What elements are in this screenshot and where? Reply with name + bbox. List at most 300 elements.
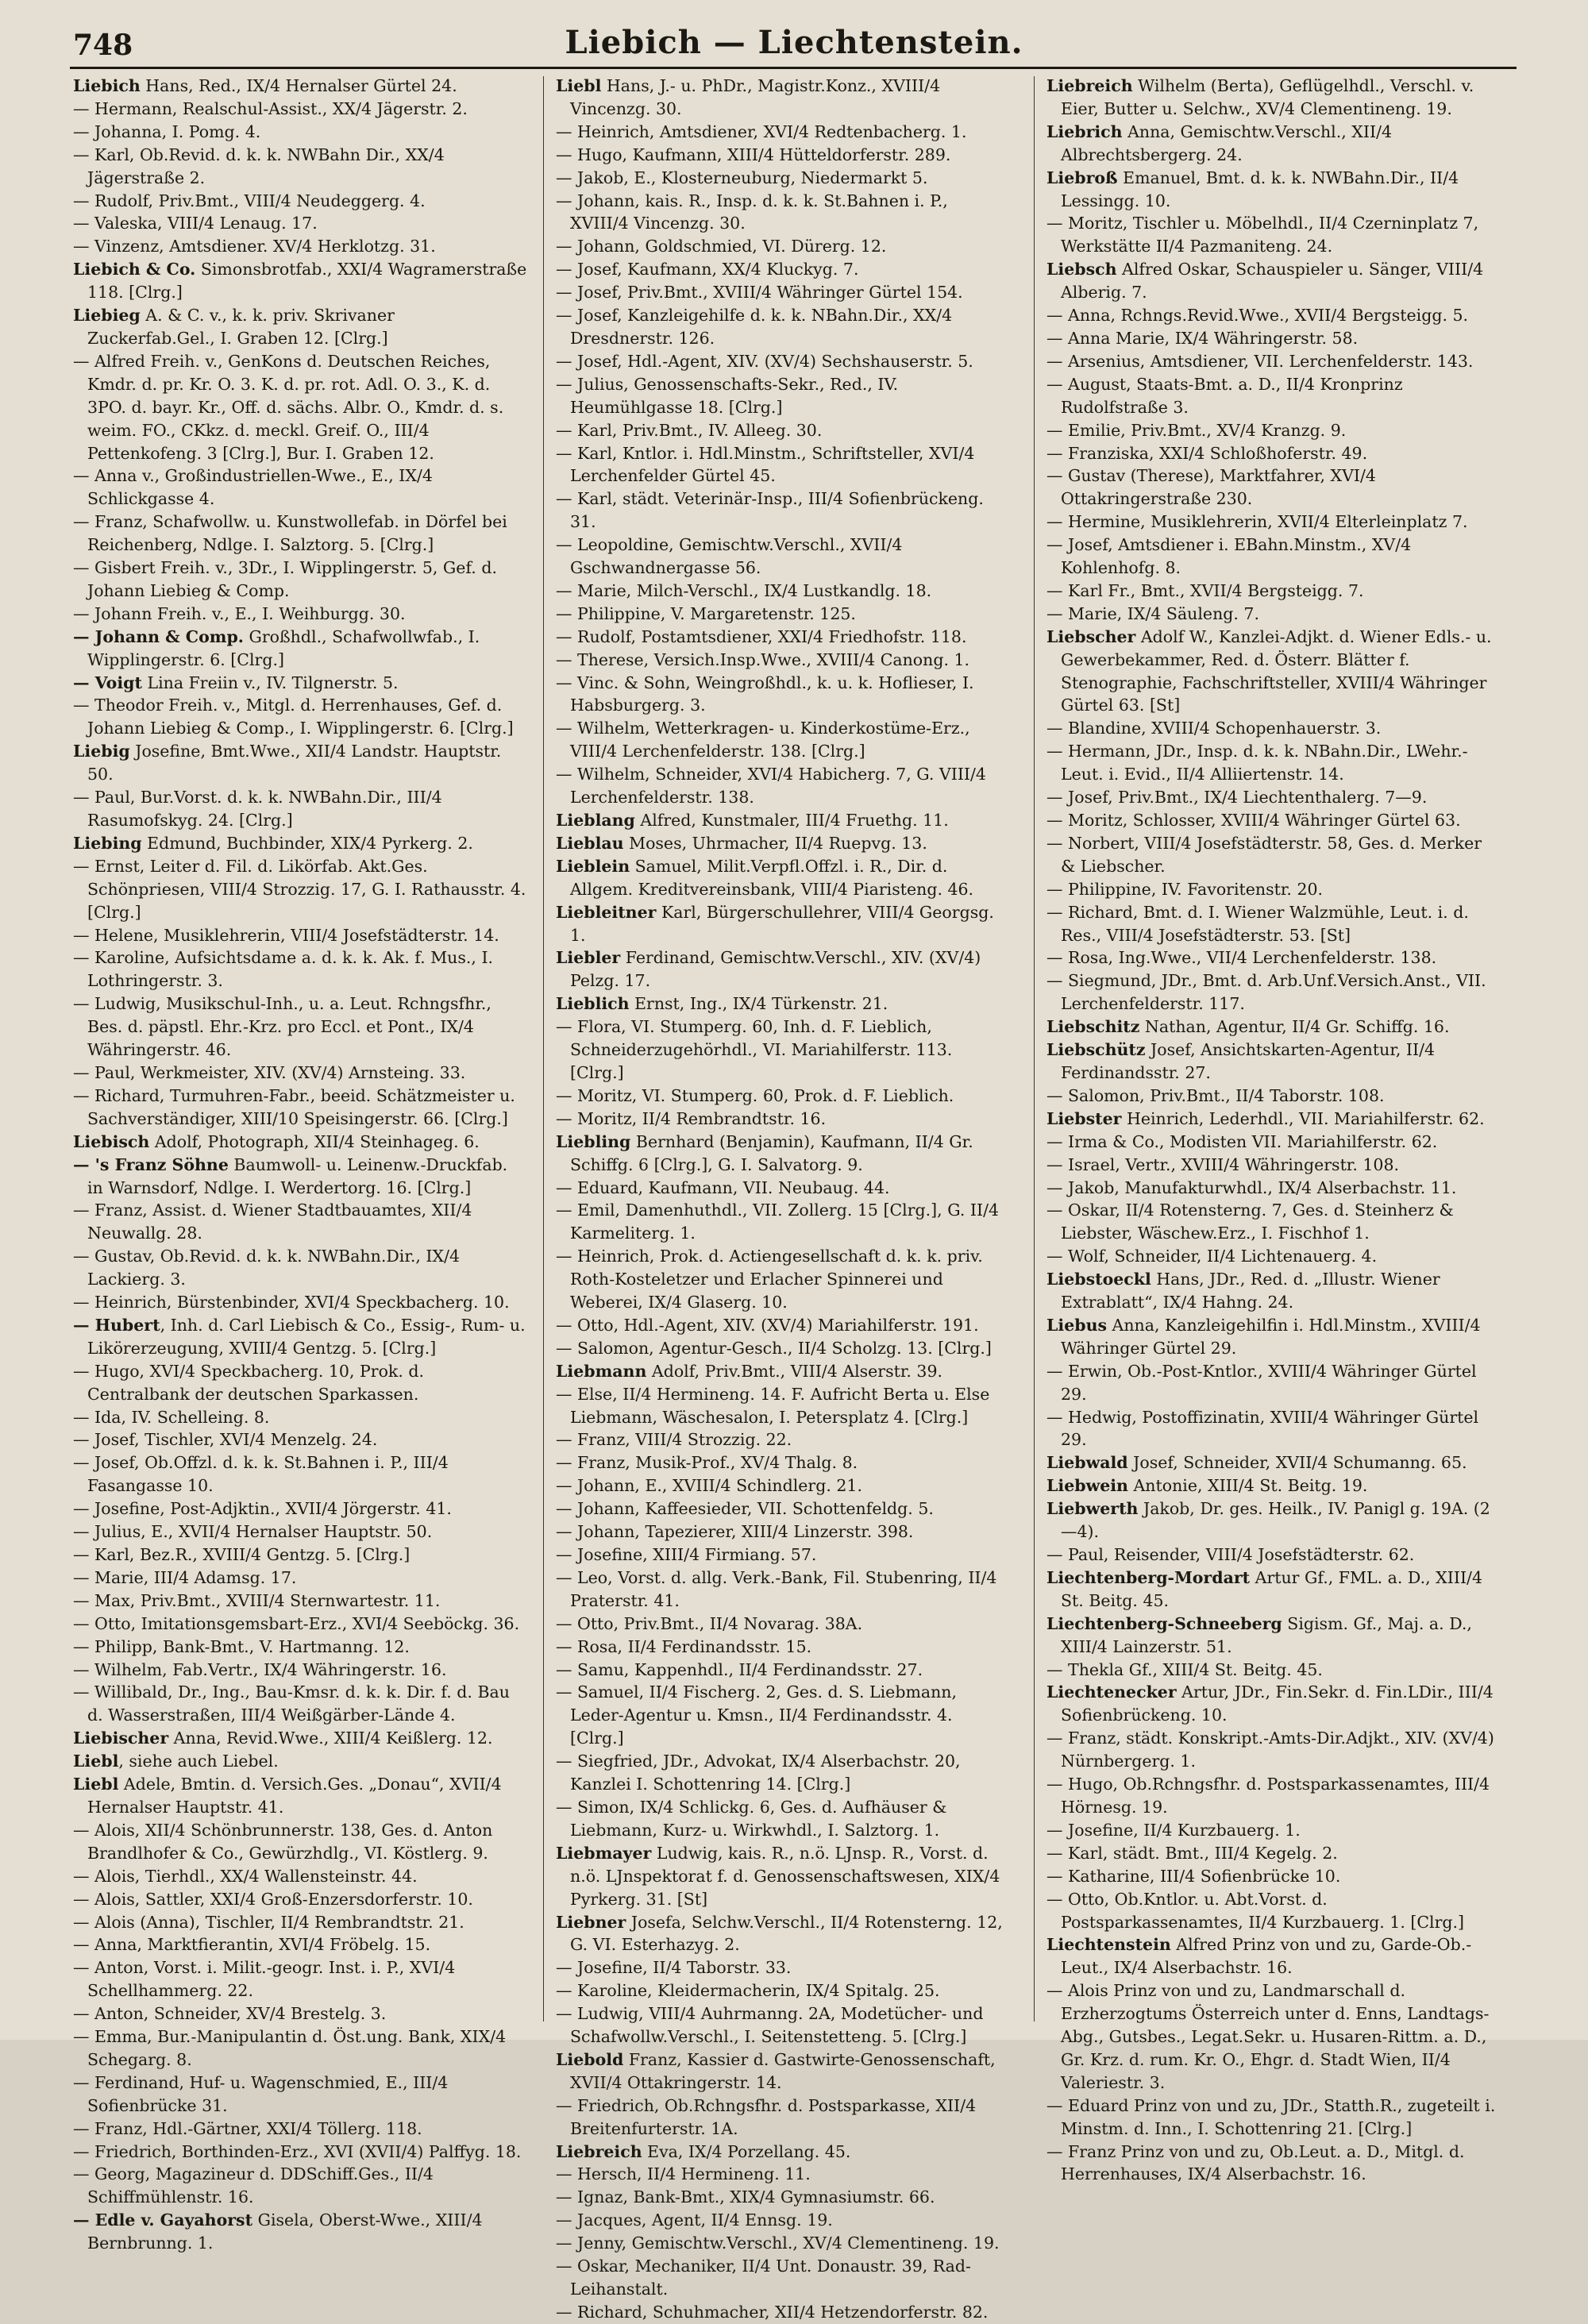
directory-entry: [556, 1979, 1010, 2002]
entry-surname: Liebmann: [556, 1361, 647, 1381]
entry-text: — Alois, Tierhdl., XX/4 Wallensteinstr. 44.: [73, 1866, 418, 1886]
entry-text: Lina Freiin v., IV. Tilgnerstr. 5.: [141, 673, 399, 692]
column-divider: [1034, 76, 1035, 2021]
entry-text: — Simon, IX/4 Schlickg. 6, Ges. d. Aufhäuser & Liebmann, Kurz- u. Wirkwhdl., I. Salztorg. 1.: [556, 1797, 947, 1840]
entry-text: — Vinzenz, Amtsdiener. XV/4 Herklotzg. 31.: [73, 237, 436, 256]
entry-text: Adolf, Priv.Bmt., VIII/4 Alserstr. 39.: [646, 1361, 943, 1381]
entry-text: Adele, Bmtin. d. Versich.Ges. „Donau“, XVII/4 Hernalser Hauptstr. 41.: [87, 1775, 502, 1817]
directory-entry: [1046, 580, 1501, 603]
directory-entry: [73, 1451, 527, 1497]
entry-surname: Liebsch: [1046, 260, 1117, 279]
directory-entry: [1046, 1245, 1501, 1268]
directory-entry: [1046, 1154, 1501, 1177]
entry-surname: Liebl: [73, 1752, 119, 1771]
column-3: [1046, 75, 1501, 2184]
directory-entry: [556, 258, 1010, 281]
directory-entry: [556, 1199, 1010, 1245]
directory-entry: [1046, 327, 1501, 350]
directory-entry: [556, 809, 1010, 832]
entry-text: — Hugo, Ob.Rchngsfhr. d. Postsparkassenamtes, III/4 Hörnesg. 19.: [1046, 1775, 1490, 1817]
entry-text: — Franz, VIII/4 Strozzig. 22.: [556, 1430, 792, 1450]
entry-surname: Liebieg: [73, 306, 141, 326]
directory-entry: [556, 1337, 1010, 1360]
entry-text: — Anna, Rchngs.Revid.Wwe., XVII/4 Bergsteigg. 5.: [1046, 306, 1469, 326]
entry-text: — Karl, Bez.R., XVIII/4 Gentzg. 5. [Clrg.]: [73, 1545, 410, 1564]
directory-entry: [556, 763, 1010, 809]
directory-entry: [1046, 1131, 1501, 1154]
directory-entry: [556, 901, 1010, 947]
directory-entry: [556, 419, 1010, 442]
entry-text: — Karl, Kntlor. i. Hdl.Minstm., Schriftsteller, XVI/4 Lerchenfelder Gürtel 45.: [556, 443, 975, 486]
entry-text: — Karl, städt. Veterinär-Insp., III/4 Sofienbrückeng. 31.: [556, 489, 984, 532]
entry-text: — Josefine, Post-Adjktin., XVII/4 Jörgerstr. 41.: [73, 1499, 452, 1519]
directory-entry: [73, 1406, 527, 1429]
entry-text: — Leopoldine, Gemischtw.Verschl., XVII/4 Gschwandnergasse 56.: [556, 535, 903, 578]
entry-text: Anna, Gemischtw.Verschl., XII/4 Albrechtsbergerg. 24.: [1061, 121, 1393, 164]
entry-surname: Liebling: [556, 1131, 631, 1151]
entry-text: Karl, Bürgerschullehrer, VIII/4 Georgsg. 1.: [570, 902, 994, 945]
directory-entry: [556, 2095, 1010, 2141]
entry-text: Josefa, Selchw.Verschl., II/4 Rotensterng. 12, G. VI. Esterhazyg. 2.: [570, 1912, 1003, 1955]
directory-entry: [556, 717, 1010, 763]
entry-text: — Ferdinand, Huf- u. Wagenschmied, E., III/4 Sofienbrücke 31.: [73, 2072, 449, 2115]
directory-entry: [1046, 1199, 1501, 1245]
directory-entry: [1046, 1727, 1501, 1773]
directory-entry: [556, 1497, 1010, 1520]
directory-entry: [1046, 212, 1501, 258]
directory-entry: [1046, 464, 1501, 511]
entry-surname: Liebler: [556, 948, 621, 968]
entry-text: — Philippine, V. Margaretenstr. 125.: [556, 603, 856, 623]
entry-text: — Flora, VI. Stumperg. 60, Inh. d. F. Lieblich, Schneiderzugehörhdl., VI. Mariahilferstr. 113. [Clrg.]: [556, 1017, 953, 1082]
entry-surname: Liebig: [73, 742, 130, 761]
entry-text: — Friedrich, Borthinden-Erz., XVI (XVII/4) Palffyg. 18.: [73, 2141, 522, 2161]
directory-entry: [1046, 969, 1501, 1016]
entry-text: — Johann, Tapezierer, XIII/4 Linzerstr. 398.: [556, 1522, 914, 1542]
entry-text: — Otto, Hdl.-Agent, XIV. (XV/4) Mariahilferstr. 191.: [556, 1315, 979, 1335]
entry-text: Moses, Uhrmacher, II/4 Ruepvg. 13.: [623, 833, 927, 853]
directory-entry: [556, 1520, 1010, 1544]
entry-surname: Lieblein: [556, 856, 630, 876]
entry-surname: Liebreich: [1046, 76, 1133, 95]
directory-entry: [73, 304, 527, 350]
page-number: 748: [73, 29, 133, 62]
entry-text: — Blandine, XVIII/4 Schopenhauerstr. 3.: [1046, 719, 1382, 738]
directory-entry: [73, 1085, 527, 1131]
entry-text: — Willibald, Dr., Ing., Bau-Kmsr. d. k. k. Dir. f. d. Bau d. Wasserstraßen, III/4 Weißgärber-Lände 4.: [73, 1682, 510, 1725]
entry-text: — Jenny, Gemischtw.Verschl., XV/4 Clementineng. 19.: [556, 2233, 1000, 2253]
entry-text: — Arsenius, Amtsdiener, VII. Lerchenfelderstr. 143.: [1046, 351, 1474, 371]
entry-text: — Israel, Vertr., XVIII/4 Währingerstr. 108.: [1046, 1154, 1400, 1174]
directory-entry: [73, 1613, 527, 1636]
directory-entry: [73, 98, 527, 121]
directory-entry: [556, 1016, 1010, 1085]
entry-text: — Anton, Vorst. i. Milit.-geogr. Inst. i. P., XVI/4 Schellhammerg. 22.: [73, 1958, 456, 2001]
directory-entry: [556, 1108, 1010, 1131]
directory-entry: [556, 235, 1010, 258]
column-divider: [543, 76, 544, 2021]
entry-text: — Paul, Bur.Vorst. d. k. k. NWBahn.Dir., III/4 Rasumofskyg. 24. [Clrg.]: [73, 788, 442, 830]
entry-surname: Liebster: [1046, 1108, 1122, 1128]
directory-entry: [73, 855, 527, 924]
directory-entry: [1046, 1544, 1501, 1567]
directory-entry: [73, 1636, 527, 1659]
entry-text: — Karoline, Kleidermacherin, IX/4 Spitalg. 25.: [556, 1981, 940, 2001]
entry-text: — Therese, Versich.Insp.Wwe., XVIII/4 Canong. 1.: [556, 649, 970, 669]
directory-entry: [1046, 1773, 1501, 1819]
directory-entry: [556, 2163, 1010, 2186]
entry-text: — Ludwig, Musikschul-Inh., u. a. Leut. Rchngsfhr., Bes. d. päpstl. Ehr.-Krz. pro Eccl. et Pont., IX/4 Währingerstr. 46.: [73, 994, 491, 1060]
entry-text: — Emilie, Priv.Bmt., XV/4 Kranzg. 9.: [1046, 420, 1347, 440]
entry-text: — Salomon, Agentur-Gesch., II/4 Scholzg. 13. [Clrg.]: [556, 1338, 992, 1358]
directory-entry: [1046, 2095, 1501, 2141]
entry-text: — Vinc. & Sohn, Weingroßhdl., k. u. k. Hoflieser, I. Habsburgerg. 3.: [556, 673, 974, 715]
entry-text: Anna, Revid.Wwe., XIII/4 Keißlerg. 12.: [168, 1729, 493, 1748]
directory-entry: [1046, 1016, 1501, 1039]
directory-entry: [73, 2002, 527, 2025]
directory-entry: [1046, 350, 1501, 373]
directory-entry: [73, 2072, 527, 2118]
entry-text: — Josefine, II/4 Taborstr. 33.: [556, 1958, 792, 1978]
directory-entry: [1046, 1979, 1501, 2095]
directory-entry: [1046, 1567, 1501, 1613]
entry-text: Josef, Schneider, XVII/4 Schumanng. 65.: [1127, 1453, 1467, 1473]
entry-text: — Hugo, XVI/4 Speckbacherg. 10, Prok. d. Centralbank der deutschen Sparkassen.: [73, 1361, 425, 1404]
entry-text: — Rosa, Ing.Wwe., VII/4 Lerchenfelderstr. 138.: [1046, 948, 1437, 968]
entry-text: — Paul, Werkmeister, XIV. (XV/4) Arnsteing. 33.: [73, 1062, 466, 1082]
entry-text: Hans, JDr., Red. d. „Illustr. Wiener Extrablatt“, IX/4 Hahng. 24.: [1061, 1270, 1440, 1312]
directory-entry: [1046, 740, 1501, 786]
directory-entry: [556, 603, 1010, 626]
directory-entry: [556, 1544, 1010, 1567]
entry-text: — Marie, IX/4 Säuleng. 7.: [1046, 603, 1259, 623]
directory-entry: [556, 2255, 1010, 2301]
entry-text: — Thekla Gf., XIII/4 St. Beitg. 45.: [1046, 1659, 1323, 1679]
directory-entry: [556, 281, 1010, 304]
directory-entry: [1046, 304, 1501, 327]
entry-text: Sigism. Gf., Maj. a. D., XIII/4 Lainzerstr. 51.: [1061, 1613, 1472, 1656]
directory-entry: [73, 350, 527, 465]
directory-entry: [73, 144, 527, 190]
directory-entry: [556, 167, 1010, 190]
directory-entry: [73, 1750, 527, 1773]
directory-entry: [556, 1131, 1010, 1177]
entry-text: — August, Staats-Bmt. a. D., II/4 Kronprinz Rudolfstraße 3.: [1046, 374, 1403, 417]
entry-text: — Josef, Kanzleigehilfe d. k. k. NBahn.Dir., XX/4 Dresdnerstr. 126.: [556, 306, 953, 348]
directory-entry: [1046, 832, 1501, 878]
entry-text: — Theodor Freih. v., Mitgl. d. Herrenhauses, Gef. d. Johann Liebieg & Comp., I. Wipplingerstr. 6. [Clrg.]: [73, 696, 514, 738]
entry-surname: Liebischer: [73, 1729, 169, 1748]
entry-text: — Oskar, II/4 Rotensterng. 7, Ges. d. Steinherz & Liebster, Wäschew.Erz., I. Fischhof 1.: [1046, 1201, 1454, 1243]
directory-entry: [556, 1750, 1010, 1796]
entry-text: — Karl, städt. Bmt., III/4 Kegelg. 2.: [1046, 1843, 1338, 1863]
entry-surname: — Voigt: [73, 673, 142, 692]
directory-entry: [73, 190, 527, 213]
entry-text: — Otto, Ob.Kntlor. u. Abt.Vorst. d. Postsparkassenamtes, II/4 Kurzbauerg. 1. [Clrg.]: [1046, 1889, 1465, 1932]
entry-text: — Jakob, E., Klosterneuburg, Niedermarkt 5.: [556, 168, 928, 187]
entry-text: — Helene, Musiklehrerin, VIII/4 Josefstädterstr. 14.: [73, 925, 499, 945]
directory-entry: [1046, 1865, 1501, 1888]
entry-text: — Else, II/4 Hermineng. 14. F. Aufricht Berta u. Else Liebmann, Wäschesalon, I. Petersplatz 4. [Clrg.]: [556, 1384, 990, 1427]
directory-entry: [1046, 121, 1501, 167]
entry-text: — Irma & Co., Modisten VII. Mariahilferstr. 62.: [1046, 1131, 1438, 1151]
directory-entry: [73, 1819, 527, 1865]
entry-text: Bernhard (Benjamin), Kaufmann, II/4 Gr. Schiffg. 6 [Clrg.], G. I. Salvatorg. 9.: [570, 1131, 973, 1174]
entry-text: Josef, Ansichtskarten-Agentur, II/4 Ferdinandsstr. 27.: [1061, 1040, 1436, 1082]
directory-entry: [556, 580, 1010, 603]
entry-text: — Rudolf, Postamtsdiener, XXI/4 Friedhofstr. 118.: [556, 626, 967, 646]
entry-text: — Emma, Bur.-Manipulantin d. Öst.ung. Bank, XIX/4 Schegarg. 8.: [73, 2027, 507, 2069]
entry-text: — Johanna, I. Pomg. 4.: [73, 121, 261, 141]
entry-surname: Liebwald: [1046, 1453, 1128, 1473]
directory-entry: [1046, 167, 1501, 213]
entry-text: — Franziska, XXI/4 Schloßhoferstr. 49.: [1046, 443, 1368, 463]
directory-entry: [556, 855, 1010, 901]
entry-surname: — Johann & Comp.: [73, 626, 244, 646]
directory-entry: [73, 694, 527, 740]
directory-entry: [1046, 419, 1501, 442]
directory-entry: [73, 2025, 527, 2072]
entry-surname: Liebold: [556, 2049, 624, 2069]
entry-text: — Josefine, XIII/4 Firmiang. 57.: [556, 1545, 817, 1564]
directory-entry: [73, 1933, 527, 1956]
directory-entry: [1046, 1474, 1501, 1497]
directory-entry: [556, 304, 1010, 350]
entry-text: — Salomon, Priv.Bmt., II/4 Taborstr. 108.: [1046, 1085, 1385, 1105]
entry-text: Simonsbrotfab., XXI/4 Wagramerstraße 118. [Clrg.]: [87, 260, 527, 303]
entry-text: — Anton, Schneider, XV/4 Brestelg. 3.: [73, 2004, 387, 2024]
entry-text: — Hermann, Realschul-Assist., XX/4 Jägerstr. 2.: [73, 98, 468, 118]
entry-text: — Richard, Schuhmacher, XII/4 Hetzendorferstr. 82.: [556, 2302, 989, 2322]
directory-entry: [556, 2048, 1010, 2095]
directory-entry: [73, 1911, 527, 1934]
directory-entry: [73, 1681, 527, 1727]
directory-entry: [73, 1245, 527, 1291]
entry-surname: Liebing: [73, 833, 142, 853]
directory-entry: [73, 1199, 527, 1245]
entry-text: Samuel, Milit.Verpfl.Offzl. i. R., Dir. d. Allgem. Kreditvereinsbank, VIII/4 Piaristeng. 46.: [570, 856, 974, 899]
entry-text: Adolf W., Kanzlei-Adjkt. d. Wiener Edls.- u. Gewerbekammer, Red. d. Österr. Blätter f. Stenographie, Fachschriftsteller, XVIII/4 Währinger Gürtel 63. [St]: [1061, 626, 1492, 715]
directory-entry: [556, 832, 1010, 855]
entry-text: — Siegmund, JDr., Bmt. d. Arb.Unf.Versich.Anst., VII. Lerchenfelderstr. 117.: [1046, 971, 1486, 1014]
directory-entry: [73, 946, 527, 992]
entry-text: — Heinrich, Amtsdiener, XVI/4 Redtenbacherg. 1.: [556, 121, 967, 141]
directory-entry: [556, 373, 1010, 419]
directory-entry: [1046, 809, 1501, 832]
entry-text: — Georg, Magazineur d. DDSchiff.Ges., II/4 Schiffmühlenstr. 16.: [73, 2164, 434, 2207]
directory-entry: [73, 1590, 527, 1613]
entry-surname: Lieblich: [556, 994, 630, 1014]
entry-text: — Karoline, Aufsichtsdame a. d. k. k. Ak. f. Mus., I. Lothringerstr. 3.: [73, 948, 494, 991]
entry-text: Baumwoll- u. Leinenw.-Druckfab. in Warnsdorf, Ndlge. I. Werdertorg. 16. [Clrg.]: [87, 1154, 508, 1197]
entry-surname: — Edle v. Gayahorst: [73, 2210, 253, 2230]
entry-text: — Hermann, JDr., Insp. d. k. k. NBahn.Dir., LWehr.-Leut. i. Evid., II/4 Alliiertenstr. 14.: [1046, 742, 1468, 784]
entry-text: — Alois, Sattler, XXI/4 Groß-Enzersdorferstr. 10.: [73, 1889, 473, 1909]
entry-text: — Julius, Genossenschafts-Sekr., Red., IV. Heumühlgasse 18. [Clrg.]: [556, 374, 899, 417]
directory-entry: [556, 1842, 1010, 1911]
entry-text: — Anna, Marktfierantin, XVI/4 Fröbelg. 15.: [73, 1935, 431, 1955]
entry-surname: Liechtenstein: [1046, 1935, 1171, 1955]
entry-text: — Josef, Priv.Bmt., IX/4 Liechtenthalerg. 7—9.: [1046, 788, 1428, 807]
directory-entry: [1046, 1085, 1501, 1108]
directory-entry: [1046, 1039, 1501, 1085]
directory-entry: [556, 1177, 1010, 1200]
directory-entry: [1046, 1842, 1501, 1865]
directory-entry: [73, 1956, 527, 2002]
entry-text: — Franz, Musik-Prof., XV/4 Thalg. 8.: [556, 1453, 858, 1473]
directory-entry: [73, 1544, 527, 1567]
directory-entry: [73, 121, 527, 144]
entry-text: — Leo, Vorst. d. allg. Verk.-Bank, Fil. Stubenring, II/4 Praterstr. 41.: [556, 1567, 997, 1610]
directory-entry: [556, 1613, 1010, 1636]
entry-surname: Liebwerth: [1046, 1499, 1139, 1519]
entry-text: — Karl, Priv.Bmt., IV. Alleeg. 30.: [556, 420, 823, 440]
entry-text: — Alois, XII/4 Schönbrunnerstr. 138, Ges. d. Anton Brandlhofer & Co., Gewürzhdlg., VI. Köstlerg. 9.: [73, 1820, 493, 1863]
directory-entry: [1046, 534, 1501, 580]
directory-entry: [556, 350, 1010, 373]
entry-text: — Richard, Bmt. d. I. Wiener Walzmühle, Leut. i. d. Res., VIII/4 Josefstädterstr. 53. [St]: [1046, 902, 1469, 945]
entry-text: — Jacques, Agent, II/4 Ennsg. 19.: [556, 2210, 833, 2230]
directory-entry: [556, 1567, 1010, 1613]
directory-entry: [73, 1727, 527, 1750]
directory-entry: [556, 672, 1010, 718]
directory-entry: [556, 1911, 1010, 1957]
entry-text: — Hugo, Kaufmann, XIII/4 Hütteldorferstr. 289.: [556, 145, 951, 164]
directory-entry: [1046, 786, 1501, 809]
entry-text: Artur Gf., FML. a. D., XIII/4 St. Beitg. 45.: [1061, 1567, 1482, 1610]
entry-text: — Richard, Turmuhren-Fabr., beeid. Schätzmeister u. Sachverständiger, XIII/10 Speisingerstr. 66. [Clrg.]: [73, 1085, 515, 1128]
entry-text: Ludwig, kais. R., n.ö. LJnsp. R., Vorst. d. n.ö. LJnspektorat f. d. Genossenschaftswesen, XIX/4 Pyrkerg. 31. [St]: [570, 1843, 1000, 1909]
directory-entry: [556, 946, 1010, 992]
entry-text: — Marie, III/4 Adamsg. 17.: [73, 1567, 297, 1587]
entry-surname: Liebich & Co.: [73, 260, 196, 279]
entry-text: — Wolf, Schneider, II/4 Lichtenauerg. 4.: [1046, 1247, 1378, 1266]
directory-entry: [1046, 1314, 1501, 1360]
entry-text: — Gustav, Ob.Revid. d. k. k. NWBahn.Dir., IX/4 Lackierg. 3.: [73, 1247, 461, 1289]
directory-entry: [1046, 1406, 1501, 1452]
entry-surname: Liebl: [73, 1775, 119, 1794]
directory-entry: [73, 1865, 527, 1888]
entry-surname: Liebstoeckl: [1046, 1270, 1151, 1289]
directory-entry: [1046, 901, 1501, 947]
directory-entry: [73, 786, 527, 832]
directory-entry: [1046, 373, 1501, 419]
directory-entry: [556, 992, 1010, 1016]
entry-text: Franz, Kassier d. Gastwirte-Genossenschaft, XVII/4 Ottakringerstr. 14.: [570, 2049, 996, 2092]
directory-entry: [1046, 258, 1501, 304]
entry-text: — Julius, E., XVII/4 Hernalser Hauptstr. 50.: [73, 1522, 433, 1542]
column-1: [73, 75, 527, 2253]
directory-entry: [73, 511, 527, 557]
entry-text: — Paul, Reisender, VIII/4 Josefstädterstr. 62.: [1046, 1545, 1415, 1564]
directory-entry: [1046, 1888, 1501, 1934]
entry-text: — Philipp, Bank-Bmt., V. Hartmanng. 12.: [73, 1636, 410, 1656]
entry-text: — Hermine, Musiklehrerin, XVII/4 Elterleinplatz 7.: [1046, 512, 1468, 532]
entry-text: Jakob, Dr. ges. Heilk., IV. Panigl g. 19A. (2—4).: [1061, 1499, 1490, 1542]
entry-text: — Josef, Amtsdiener i. EBahn.Minstm., XV/4 Kohlenhofg. 8.: [1046, 535, 1412, 578]
directory-entry: [73, 603, 527, 626]
entry-text: Artur, JDr., Fin.Sekr. d. Fin.LDir., III/4 Sofienbrückeng. 10.: [1061, 1682, 1494, 1725]
entry-text: Ferdinand, Gemischtw.Verschl., XIV. (XV/4) Pelzg. 17.: [570, 948, 981, 991]
directory-entry: [556, 442, 1010, 488]
entry-surname: — 's Franz Söhne: [73, 1154, 229, 1174]
entry-surname: Liebreich: [556, 2141, 642, 2161]
directory-entry: [556, 75, 1010, 121]
entry-text: — Karl, Ob.Revid. d. k. k. NWBahn Dir., XX/4 Jägerstraße 2.: [73, 145, 445, 187]
entry-text: — Max, Priv.Bmt., XVIII/4 Sternwartestr. 11.: [73, 1590, 441, 1610]
entry-text: — Josef, Ob.Offzl. d. k. k. St.Bahnen i. P., III/4 Fasangasse 10.: [73, 1453, 449, 1496]
entry-text: — Anna Marie, IX/4 Währingerstr. 58.: [1046, 328, 1359, 348]
directory-entry: [1046, 1451, 1501, 1474]
entry-text: — Johann, kais. R., Insp. d. k. k. St.Bahnen i. P., XVIII/4 Vincenzg. 30.: [556, 191, 948, 233]
entry-text: — Rudolf, Priv.Bmt., VIII/4 Neudeggerg. 4.: [73, 191, 426, 210]
entry-text: — Josef, Tischler, XVI/4 Menzelg. 24.: [73, 1430, 378, 1450]
directory-entry: [556, 1245, 1010, 1314]
entry-text: — Norbert, VIII/4 Josefstädterstr. 58, Ges. d. Merker & Liebscher.: [1046, 833, 1482, 876]
header-rule: [70, 67, 1517, 69]
entry-text: — Wilhelm, Wetterkragen- u. Kinderkostüme-Erz., VIII/4 Lerchenfelderstr. 138. [Clrg.]: [556, 719, 970, 761]
directory-entry: [1046, 75, 1501, 121]
directory-entry: [73, 1888, 527, 1911]
directory-entry: [73, 2118, 527, 2141]
entry-text: Hans, J.- u. PhDr., Magistr.Konz., XVIII/4 Vincenzg. 30.: [570, 76, 941, 118]
entry-text: — Franz, Assist. d. Wiener Stadtbauamtes, XII/4 Neuwallg. 28.: [73, 1201, 472, 1243]
entry-text: — Siegfried, JDr., Advokat, IX/4 Alserbachstr. 20, Kanzlei I. Schottenring 14. [Clrg.]: [556, 1752, 961, 1794]
entry-text: — Alois (Anna), Tischler, II/4 Rembrandtstr. 21.: [73, 1912, 464, 1932]
entry-text: Alfred Prinz von und zu, Garde-Ob.-Leut., IX/4 Alserbachstr. 16.: [1061, 1935, 1472, 1978]
entry-text: — Karl Fr., Bmt., XVII/4 Bergsteigg. 7.: [1046, 580, 1364, 600]
directory-entry: [556, 1360, 1010, 1383]
entry-text: — Moritz, VI. Stumperg. 60, Prok. d. F. Lieblich.: [556, 1085, 954, 1105]
directory-entry: [1046, 878, 1501, 901]
entry-text: Ernst, Ing., IX/4 Türkenstr. 21.: [629, 994, 888, 1014]
directory-entry: [556, 1956, 1010, 1979]
directory-entry: [1046, 946, 1501, 969]
entry-text: — Marie, Milch-Verschl., IX/4 Lustkandlg. 18.: [556, 580, 932, 600]
directory-entry: [1046, 1268, 1501, 1314]
entry-surname: Liebmayer: [556, 1843, 652, 1863]
directory-entry: [556, 1659, 1010, 1682]
entry-text: — Alois Prinz von und zu, Landmarschall d. Erzherzogtums Österreich unter d. Enns, Landtags-Abg., Gutsbes., Legat.Sekr. u. Husaren-Rittm. a. D., Gr. Krz. d. rum. Kr. O., Ehgr. d. Stadt Wien, II/4 Valeriestr. 3.: [1046, 1981, 1490, 2092]
directory-entry: [1046, 1819, 1501, 1842]
directory-entry: [73, 626, 527, 672]
directory-entry: [556, 144, 1010, 167]
entry-text: — Josefine, II/4 Kurzbauerg. 1.: [1046, 1820, 1301, 1840]
entry-text: — Ida, IV. Schelleing. 8.: [73, 1407, 270, 1427]
entry-surname: Liebscher: [1046, 626, 1136, 646]
directory-entry: [556, 1314, 1010, 1337]
directory-entry: [73, 2141, 527, 2164]
entry-text: — Moritz, Tischler u. Möbelhdl., II/4 Czerninplatz 7, Werkstätte II/4 Pazmaniteng. 24.: [1046, 214, 1479, 256]
entry-surname: Liebschütz: [1046, 1040, 1146, 1060]
entry-text: — Johann, Kaffeesieder, VII. Schottenfeldg. 5.: [556, 1499, 934, 1519]
entry-text: Eva, IX/4 Porzellang. 45.: [642, 2141, 851, 2161]
entry-text: — Franz, Hdl.-Gärtner, XXI/4 Töllerg. 118.: [73, 2118, 422, 2138]
entry-text: — Hersch, II/4 Hermineng. 11.: [556, 2164, 811, 2184]
directory-entry: [73, 212, 527, 235]
entry-surname: Liebwein: [1046, 1476, 1128, 1496]
directory-entry: [556, 534, 1010, 580]
entry-text: — Josef, Priv.Bmt., XVIII/4 Währinger Gürtel 154.: [556, 283, 963, 303]
entry-surname: Liechtenberg-Schneeberg: [1046, 1613, 1282, 1633]
entry-surname: Lieblang: [556, 811, 635, 830]
directory-entry: [556, 2209, 1010, 2232]
directory-entry: [1046, 1497, 1501, 1544]
directory-entry: [73, 992, 527, 1062]
directory-entry: [1046, 1108, 1501, 1131]
directory-entry: [556, 190, 1010, 236]
directory-entry: [1046, 603, 1501, 626]
